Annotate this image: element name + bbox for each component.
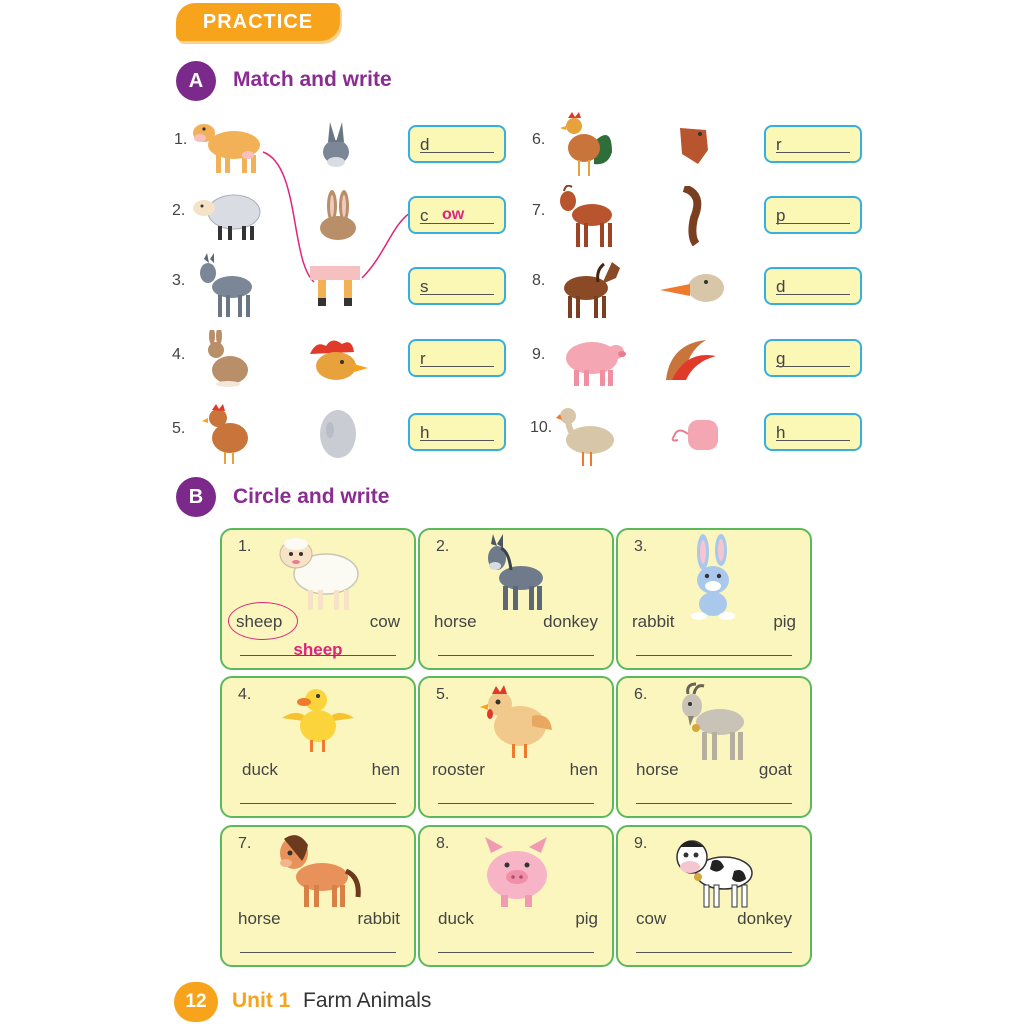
option-left[interactable]: horse	[434, 612, 477, 631]
answer-first-letter: h	[776, 423, 786, 442]
circle-write-card	[418, 676, 614, 818]
answer-box[interactable]	[408, 267, 506, 305]
answer-box[interactable]	[764, 413, 862, 451]
option-right[interactable]: donkey	[543, 612, 598, 631]
card-number: 5.	[436, 686, 450, 703]
answer-box[interactable]	[764, 267, 862, 305]
answer-box[interactable]	[764, 196, 862, 234]
circle-write-card	[220, 528, 416, 670]
write-line[interactable]	[240, 655, 396, 656]
answer-line	[420, 152, 494, 153]
card-number: 4.	[238, 686, 252, 703]
card-number: 8.	[436, 835, 450, 852]
section-b-badge: B	[176, 477, 216, 517]
section-b-title: Circle and write	[233, 485, 390, 508]
rabbit-illustration	[679, 534, 749, 622]
pig-illustration	[554, 334, 626, 388]
option-right[interactable]: pig	[575, 909, 598, 928]
cow-legs-part	[310, 262, 364, 308]
rooster-tail-part	[662, 334, 720, 384]
write-line[interactable]	[240, 803, 396, 804]
answer-first-letter: r	[420, 349, 426, 368]
cow-illustration	[190, 115, 266, 177]
hen-illustration	[202, 402, 256, 466]
answer-box[interactable]	[408, 125, 506, 163]
circle-write-card	[616, 676, 812, 818]
answer-first-letter: r	[776, 135, 782, 154]
option-left[interactable]: duck	[242, 760, 278, 779]
write-line[interactable]	[438, 655, 594, 656]
card-number: 2.	[436, 538, 450, 555]
unit-title: Farm Animals	[303, 989, 432, 1012]
answer-box[interactable]	[408, 339, 506, 377]
card-number: 6.	[634, 686, 648, 703]
item-number: 10.	[530, 419, 553, 436]
sheep-illustration	[190, 188, 264, 244]
answer-first-letter: h	[420, 423, 430, 442]
goat-illustration	[672, 682, 756, 766]
hen-illustration	[474, 682, 558, 760]
option-right[interactable]: rabbit	[357, 909, 400, 928]
write-line[interactable]	[636, 655, 792, 656]
circle-write-card	[616, 825, 812, 967]
hen-head-part	[306, 338, 370, 384]
answer-first-letter: c	[420, 206, 429, 225]
donkey-illustration	[196, 253, 260, 321]
answer-line	[420, 440, 494, 441]
write-line[interactable]	[636, 803, 792, 804]
card-number: 3.	[634, 538, 648, 555]
section-a-badge: A	[176, 61, 216, 101]
option-left[interactable]: sheep	[236, 612, 283, 631]
answer-line	[420, 223, 494, 224]
option-right[interactable]: pig	[773, 612, 796, 631]
answer-first-letter: g	[776, 349, 786, 368]
item-number: 9.	[532, 346, 546, 363]
answer-line	[776, 294, 850, 295]
answer-line	[776, 223, 850, 224]
item-number: 2.	[172, 202, 186, 219]
donkey-head-part	[318, 122, 352, 170]
answer-filled-text: ow	[442, 206, 465, 223]
horse-illustration	[272, 831, 364, 911]
item-number: 4.	[172, 346, 186, 363]
section-a-title: Match and write	[233, 68, 392, 91]
horse-illustration	[554, 256, 622, 320]
sheep-head-part	[318, 406, 358, 462]
item-number: 1.	[174, 131, 188, 148]
cow-illustration	[668, 831, 760, 911]
written-answer: sheep	[293, 640, 343, 659]
item-number: 6.	[532, 131, 546, 148]
answer-line	[776, 152, 850, 153]
item-number: 3.	[172, 272, 186, 289]
option-right[interactable]: hen	[371, 760, 400, 779]
circle-write-card	[418, 825, 614, 967]
option-left[interactable]: horse	[636, 760, 679, 779]
answer-line	[420, 366, 494, 367]
goat-illustration	[556, 185, 618, 249]
write-line[interactable]	[438, 803, 594, 804]
page-number-badge: 12	[174, 982, 218, 1022]
duck-illustration	[278, 682, 358, 758]
card-number: 9.	[634, 835, 648, 852]
item-number: 5.	[172, 420, 186, 437]
option-left[interactable]: duck	[438, 909, 474, 928]
rooster-illustration	[558, 112, 614, 178]
circle-write-card	[220, 676, 416, 818]
answer-first-letter: d	[420, 135, 430, 154]
circle-write-card	[616, 528, 812, 670]
answer-first-letter: p	[776, 206, 786, 225]
write-line[interactable]	[636, 952, 792, 953]
rabbit-head-part	[316, 190, 360, 242]
rabbit-illustration	[200, 330, 256, 390]
write-line[interactable]	[438, 952, 594, 953]
write-line[interactable]	[240, 952, 396, 953]
option-right[interactable]: goat	[758, 760, 792, 779]
option-left[interactable]: horse	[238, 909, 281, 928]
answer-line	[776, 366, 850, 367]
card-number: 7.	[238, 835, 252, 852]
option-left[interactable]: rooster	[432, 760, 485, 779]
answer-first-letter: s	[420, 277, 429, 296]
unit-label: Unit 1	[232, 989, 291, 1012]
option-right[interactable]: hen	[569, 760, 598, 779]
answer-first-letter: d	[776, 277, 786, 296]
circle-write-card	[418, 528, 614, 670]
practice-tag: PRACTICE	[176, 3, 340, 41]
answer-line	[420, 294, 494, 295]
answer-box[interactable]	[764, 125, 862, 163]
option-left[interactable]: rabbit	[632, 612, 675, 631]
option-right[interactable]: donkey	[737, 909, 792, 928]
item-number: 8.	[532, 272, 546, 289]
duck-head-part	[660, 270, 726, 306]
horse-head-part	[676, 122, 710, 166]
option-left[interactable]: cow	[636, 909, 667, 928]
card-number: 1.	[238, 538, 252, 555]
duck-illustration	[556, 400, 618, 468]
option-right[interactable]: cow	[369, 612, 400, 631]
circle-write-card	[220, 825, 416, 967]
horse-tail-part	[680, 186, 708, 246]
item-number: 7.	[532, 202, 546, 219]
answer-box[interactable]	[764, 339, 862, 377]
answer-line	[776, 440, 850, 441]
answer-box[interactable]	[408, 413, 506, 451]
donkey-illustration	[481, 534, 551, 614]
sheep-illustration	[272, 534, 364, 614]
answer-box[interactable]	[408, 196, 506, 234]
pig-illustration	[475, 831, 557, 911]
pig-tail-part	[666, 416, 718, 452]
